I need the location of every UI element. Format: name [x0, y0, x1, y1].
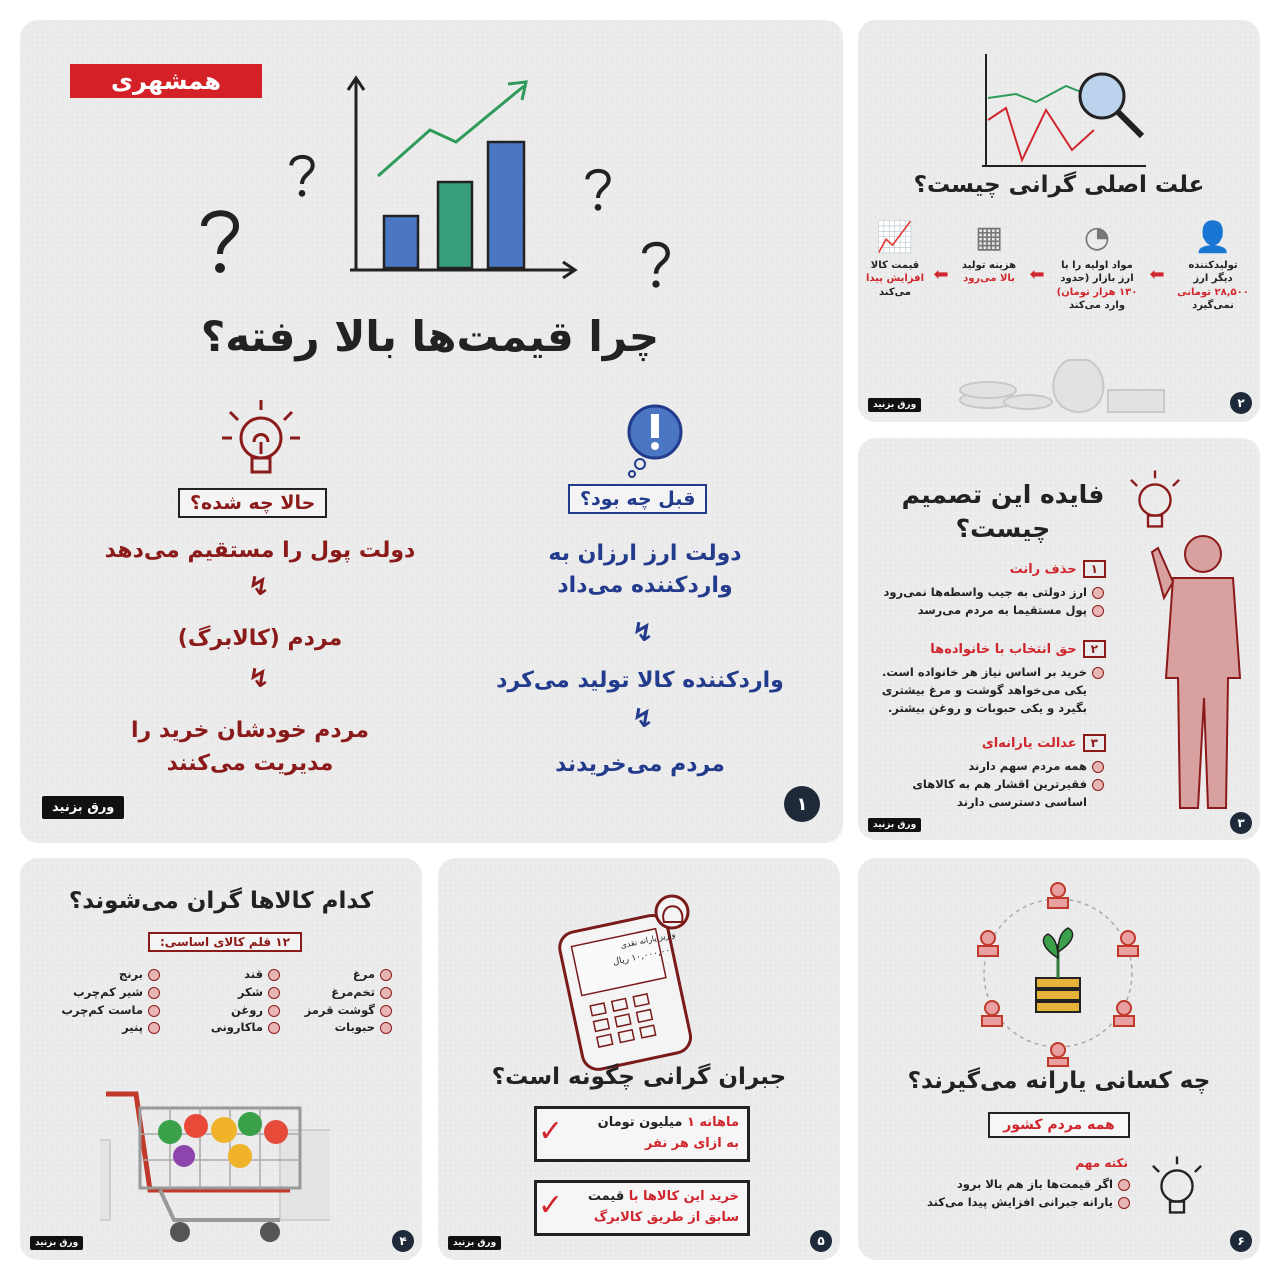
- pie-chart-icon: ◔: [1083, 220, 1111, 255]
- before-step-2: واردکننده کالا تولید می‌کرد: [496, 668, 784, 693]
- businessman-icon: 👤: [1194, 220, 1232, 255]
- compensation-box-2: [534, 1180, 750, 1236]
- swipe-hint[interactable]: ورق بزنید: [30, 1236, 83, 1250]
- cause-step-4-line1: قیمت کالا: [870, 259, 920, 271]
- cause-step-1-line3: نمی‌گیرد: [1192, 300, 1234, 311]
- calculator-icon: ▦: [974, 220, 1004, 255]
- list-item: گوشت قرمز: [292, 1002, 392, 1020]
- compensation-1-rest: میلیون تومان: [597, 1115, 683, 1130]
- down-arrow-icon: ↯: [632, 704, 654, 734]
- exclamation-bubble-icon: [620, 400, 690, 480]
- magnifier-chart-icon: [976, 50, 1156, 170]
- card5-title: جبران گرانی چگونه است؟: [491, 1064, 787, 1090]
- bullet-icon: [1092, 605, 1104, 617]
- brand-logo: [70, 64, 262, 98]
- down-arrow-icon: ↯: [248, 572, 270, 602]
- cause-step-3: [956, 218, 1022, 313]
- now-step-3: مردم خودشان خرید را مدیریت می‌کنند: [130, 718, 370, 776]
- bullet-icon: [148, 987, 160, 999]
- benefit-3-heading: عدالت یارانه‌ای: [981, 735, 1077, 751]
- note-label: نکته مهم: [1075, 1156, 1128, 1170]
- list-item: خرید بر اساس نیاز هر خانواده است. یکی می‌خواهد گوشت و مرغ بیشتری بگیرد و یکی حبوبات و روغن بیشتر.: [878, 664, 1104, 717]
- bullet-icon: [1092, 587, 1104, 599]
- down-arrow-icon: ↯: [248, 664, 270, 694]
- card-why-prices-rose: [20, 20, 843, 843]
- list-item: تخم‌مرغ: [292, 984, 392, 1002]
- cause-step-4-line3: می‌کند: [879, 286, 911, 298]
- question-mark-icon: [282, 148, 322, 204]
- cause-step-2-line2: ارز بازار (حدود: [1060, 273, 1134, 284]
- cause-step-2-highlight: ۱۳۰ هزار تومان): [1056, 286, 1138, 298]
- list-item: حبوبات: [292, 1019, 392, 1037]
- lightbulb-icon: [216, 392, 306, 484]
- bullet-icon: [148, 1005, 160, 1017]
- question-mark-icon: [578, 162, 618, 218]
- benefit-2-index: ۲: [1083, 640, 1106, 658]
- shopping-cart-icon: [100, 1080, 330, 1250]
- cause-step-2-line3: وارد می‌کند: [1069, 300, 1125, 311]
- bullet-icon: [380, 969, 392, 981]
- list-item: شیر کم‌چرب: [50, 984, 160, 1002]
- card4-title: کدام کالاها گران می‌شوند؟: [68, 888, 374, 914]
- question-mark-icon: [190, 202, 250, 282]
- page-number: ۶: [1230, 1230, 1252, 1252]
- cause-step-1: [1172, 218, 1254, 313]
- businessman-sketch-icon: [1148, 528, 1258, 818]
- card4-subtitle: ۱۲ قلم کالای اساسی:: [148, 932, 302, 952]
- benefit-1-heading: حذف رانت: [1009, 561, 1077, 577]
- before-step-1: دولت ارز ارزان به واردکننده می‌داد: [548, 541, 742, 598]
- bullet-icon: [380, 987, 392, 999]
- page-number: ۲: [1230, 392, 1252, 414]
- list-item: پول مستقیما به مردم می‌رسد: [878, 602, 1104, 620]
- list-item: مرغ: [292, 966, 392, 984]
- benefit-3-heading-row: [898, 734, 1106, 752]
- compensation-box-1: [534, 1106, 750, 1162]
- recipients-answer: همه مردم کشور: [988, 1112, 1130, 1138]
- cause-step-1-highlight: ۲۸,۵۰۰ تومانی: [1177, 286, 1249, 298]
- brand-logo-text: همشهری: [111, 67, 221, 95]
- compensation-2-rest: قیمت: [587, 1189, 625, 1204]
- bullet-icon: [148, 1022, 160, 1034]
- list-item: پنیر: [50, 1019, 160, 1037]
- bullet-icon: [1092, 779, 1104, 791]
- bullet-icon: [1092, 667, 1104, 679]
- compensation-1-line2: به ازای هر نفر: [644, 1135, 739, 1151]
- question-mark-icon: [634, 234, 678, 296]
- card1-title: چرا قیمت‌ها بالا رفته؟: [200, 312, 660, 361]
- phone-text-2: ۱۰,۰۰۰,۰۰۰ ریال: [611, 944, 677, 968]
- notes-list: [898, 1176, 1130, 1212]
- goods-column-2: [190, 966, 280, 1037]
- list-item: روغن: [190, 1002, 280, 1020]
- list-item: یارانه جبرانی افزایش پیدا می‌کند: [898, 1194, 1130, 1212]
- now-step-2: مردم (کالابرگ): [177, 626, 343, 651]
- benefit-2-heading: حق انتخاب با خانواده‌ها: [930, 641, 1077, 657]
- list-item: ارز دولتی به جیب واسطه‌ها نمی‌رود: [878, 584, 1104, 602]
- bullet-icon: [268, 1005, 280, 1017]
- page-number: ۵: [810, 1230, 832, 1252]
- benefit-1-bullets: [878, 584, 1104, 620]
- checkmark-icon: ✓: [538, 1114, 564, 1149]
- benefit-3-bullets: [878, 758, 1104, 811]
- bullet-icon: [1118, 1197, 1130, 1209]
- rising-bar-chart-icon: [330, 50, 590, 280]
- list-item: همه مردم سهم دارند: [878, 758, 1104, 776]
- card3-title: فایده این تصمیم چیست؟: [901, 480, 1105, 543]
- cause-step-4-highlight: افزایش پیدا: [865, 273, 925, 284]
- list-item: ماکارونی: [190, 1019, 280, 1037]
- bullet-icon: [380, 1005, 392, 1017]
- card-who-receives: [858, 858, 1260, 1260]
- cause-step-2: [1052, 218, 1142, 313]
- benefit-2-bullets: [878, 664, 1104, 717]
- cause-chain: [864, 218, 1254, 313]
- page-number: ۳: [1230, 812, 1252, 834]
- checkmark-icon: ✓: [538, 1188, 564, 1223]
- now-step-1: دولت پول را مستقیم می‌دهد: [104, 538, 416, 563]
- card6-title: چه کسانی یارانه می‌گیرند؟: [907, 1068, 1211, 1094]
- list-item: قند: [190, 966, 280, 984]
- page-number: ۱: [784, 786, 820, 822]
- now-label: حالا چه شده؟: [178, 488, 327, 518]
- bullet-icon: [1092, 761, 1104, 773]
- cause-step-1-line2: دیگر ارز: [1193, 273, 1233, 284]
- card2-title: علت اصلی گرانی چیست؟: [913, 172, 1205, 198]
- benefit-2-heading-row: [898, 640, 1106, 658]
- down-arrow-icon: ↯: [632, 618, 654, 648]
- phone-notification-icon: [546, 882, 716, 1072]
- benefit-1-index: ۱: [1083, 560, 1106, 578]
- benefit-1-heading-row: [898, 560, 1106, 578]
- list-item: برنج: [50, 966, 160, 984]
- cause-step-3-line1: هزینه تولید: [961, 259, 1017, 271]
- compensation-2-lead: خرید این کالاها با: [628, 1189, 739, 1204]
- phone-text-1: واریز یارانه نقدی: [619, 929, 677, 951]
- cause-step-2-line1: مواد اولیه را با: [1061, 259, 1133, 271]
- bullet-icon: [268, 987, 280, 999]
- before-step-3: مردم می‌خریدند: [555, 752, 725, 777]
- rising-chart-icon: 📈: [876, 220, 914, 255]
- card-goods: [20, 858, 422, 1260]
- goods-column-1: [292, 966, 392, 1037]
- swipe-hint[interactable]: ورق بزنید: [42, 796, 124, 819]
- list-item: شکر: [190, 984, 280, 1002]
- benefit-3-index: ۳: [1083, 734, 1106, 752]
- bullet-icon: [268, 1022, 280, 1034]
- card-compensation: [438, 858, 840, 1260]
- before-label: قبل چه بود؟: [568, 484, 707, 514]
- cause-step-3-highlight: بالا می‌رود: [963, 273, 1015, 284]
- swipe-hint[interactable]: ورق بزنید: [868, 818, 921, 832]
- swipe-hint[interactable]: ورق بزنید: [448, 1236, 501, 1250]
- money-bag-coins-icon: [928, 320, 1168, 416]
- bullet-icon: [1118, 1179, 1130, 1191]
- bullet-icon: [380, 1022, 392, 1034]
- bullet-icon: [268, 969, 280, 981]
- arrow-left-icon: ⬅: [933, 264, 949, 285]
- list-item: فقیرترین اقشار هم به کالاهای اساسی دسترسی دارند: [878, 776, 1104, 812]
- compensation-2-line2: سابق از طریق کالابرگ: [593, 1209, 739, 1225]
- page-number: ۴: [392, 1230, 414, 1252]
- cause-step-4: [864, 218, 926, 313]
- compensation-1-lead: ماهانه ۱: [686, 1115, 739, 1130]
- card-benefits: [858, 438, 1260, 840]
- people-circle-plant-icon: [958, 878, 1158, 1068]
- arrow-left-icon: ⬅: [1029, 264, 1045, 285]
- arrow-left-icon: ⬅: [1149, 264, 1165, 285]
- swipe-hint[interactable]: ورق بزنید: [868, 398, 921, 412]
- lightbulb-icon: [1142, 1150, 1212, 1222]
- card-main-cause: [858, 20, 1260, 422]
- goods-column-3: [50, 966, 160, 1037]
- list-item: اگر قیمت‌ها باز هم بالا برود: [898, 1176, 1130, 1194]
- cause-step-1-line1: تولیدکننده: [1188, 259, 1238, 271]
- bullet-icon: [148, 969, 160, 981]
- list-item: ماست کم‌چرب: [50, 1002, 160, 1020]
